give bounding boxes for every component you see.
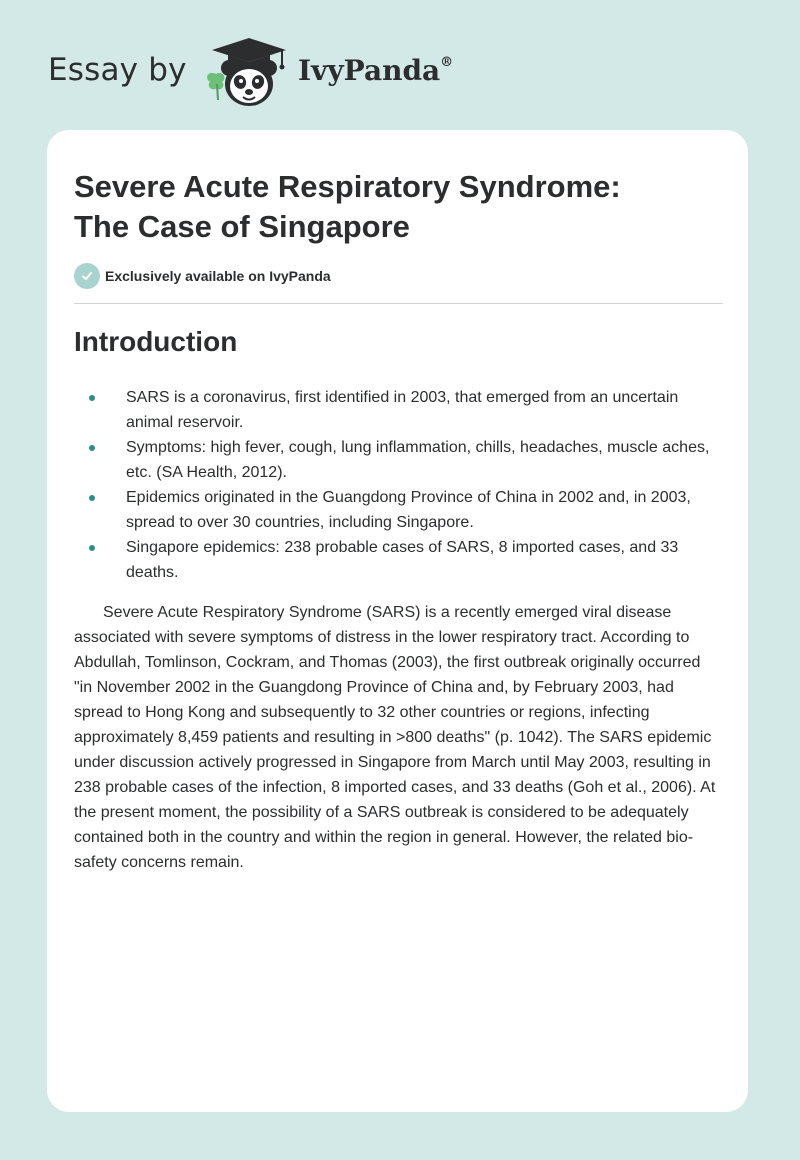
brand-header bbox=[48, 34, 488, 110]
bullet-text: Singapore epidemics: 238 probable cases of SARS, 8 imported cases, and 33 deaths. bbox=[126, 539, 679, 581]
bullet-dot-icon bbox=[89, 395, 95, 401]
registered-mark: ® bbox=[440, 54, 454, 70]
body-paragraph: Severe Acute Respiratory Syndrome (SARS) is a recently emerged viral disease associated with severe symptoms of distress in the lower respiratory tract. According to Abdullah, Tomlinson, Cockram, and Thomas (2003), the first outbreak originally occurred "in November 2002 in the Guangdong Province of China and, by February 2003, had spread to Hong Kong and subsequently to 32 other countries or regions, infecting approximately 8,459 patients and resulting in >800 deaths" (p. 1042). The SARS epidemic under discussion actively progressed in Singapore from March until May 2003, resulting in 238 probable cases of the infection, 8 imported cases, and 33 deaths (Goh et al., 2006). At the present moment, the possibility of a SARS outbreak is considered to be adequately contained both in the country and within the region in general. However, the related bio-safety concerns remain. bbox=[74, 604, 716, 871]
bullet-dot-icon bbox=[89, 495, 95, 501]
essay-card bbox=[47, 130, 748, 1112]
panda-logo-icon bbox=[202, 34, 296, 110]
bullet-text: Symptoms: high fever, cough, lung inflammation, chills, headaches, muscle aches, etc. (SA Health, 2012). bbox=[126, 439, 710, 481]
brand-name-text: IvyPanda bbox=[298, 54, 441, 87]
brand-prefix: Essay by bbox=[48, 52, 187, 88]
divider bbox=[74, 303, 723, 304]
exclusive-text: Exclusively available on IvyPanda bbox=[105, 268, 331, 284]
bullet-list bbox=[74, 385, 714, 585]
exclusive-badge bbox=[74, 262, 331, 290]
essay-title-line-1: Severe Acute Respiratory Syndrome: bbox=[74, 169, 621, 204]
section-heading: Introduction bbox=[74, 326, 238, 357]
essay-title-line-2: The Case of Singapore bbox=[74, 209, 410, 244]
bullet-item bbox=[74, 435, 714, 485]
check-icon bbox=[74, 263, 100, 289]
bullet-item bbox=[74, 385, 714, 435]
bullet-text: Epidemics originated in the Guangdong Province of China in 2002 and, in 2003, spread to over 30 countries, including Singapore. bbox=[126, 489, 691, 531]
essay-title bbox=[74, 167, 714, 247]
bullet-dot-icon bbox=[89, 545, 95, 551]
bullet-item bbox=[74, 535, 714, 585]
bullet-text: SARS is a coronavirus, first identified in 2003, that emerged from an uncertain animal reservoir. bbox=[126, 389, 679, 431]
bullet-dot-icon bbox=[89, 445, 95, 451]
bullet-item bbox=[74, 485, 714, 535]
brand-name bbox=[298, 54, 453, 87]
